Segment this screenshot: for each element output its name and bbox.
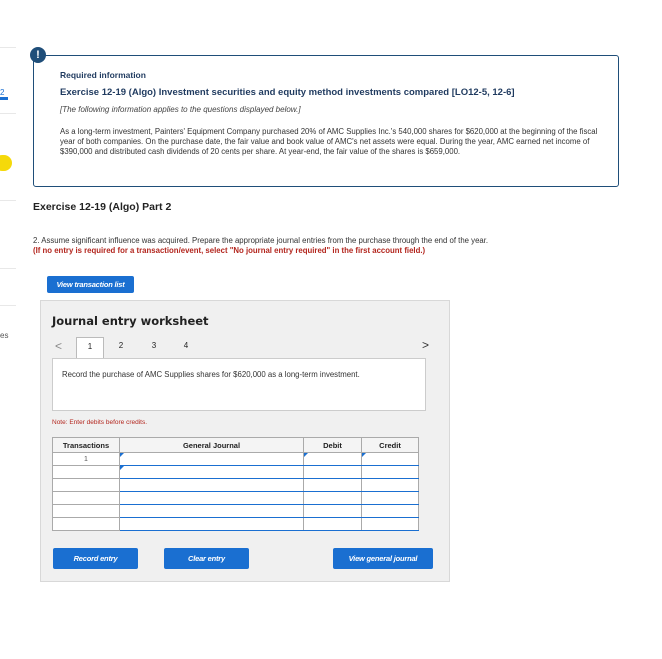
required-info-heading: Required information — [60, 70, 146, 80]
table-row — [53, 466, 419, 479]
transaction-number — [53, 492, 120, 505]
column-header-general-journal: General Journal — [120, 438, 304, 453]
page-tab-4[interactable]: 4 — [183, 341, 189, 350]
sidebar-divider — [0, 113, 16, 114]
debit-field[interactable] — [304, 479, 362, 492]
sidebar-badge — [0, 155, 12, 171]
applies-note: [The following information applies to the questions displayed below.] — [60, 105, 301, 114]
sidebar-divider — [0, 268, 16, 269]
credit-field[interactable] — [362, 492, 419, 505]
column-header-transactions: Transactions — [53, 438, 120, 453]
account-field[interactable] — [120, 492, 304, 505]
column-header-debit: Debit — [304, 438, 362, 453]
table-row — [53, 518, 419, 531]
debit-field[interactable] — [304, 492, 362, 505]
debit-field[interactable] — [304, 518, 362, 531]
journal-entry-table — [52, 437, 419, 531]
credit-field[interactable] — [362, 505, 419, 518]
account-field[interactable] — [120, 505, 304, 518]
table-row — [53, 505, 419, 518]
transaction-number — [53, 505, 120, 518]
credit-field[interactable] — [362, 479, 419, 492]
debit-field[interactable] — [304, 505, 362, 518]
credit-field[interactable] — [362, 453, 419, 466]
exclamation-icon: ! — [30, 47, 46, 63]
chevron-right-icon[interactable]: > — [422, 338, 430, 352]
sidebar-active-indicator — [0, 97, 8, 100]
sidebar-item-fragment[interactable]: es — [0, 331, 9, 340]
dropdown-marker-icon — [120, 453, 124, 457]
debits-before-credits-note: Note: Enter debits before credits. — [52, 419, 148, 426]
account-field[interactable] — [120, 479, 304, 492]
requirement-text: (If no entry is required for a transaction/event, select "No journal entry required" in the first account field.) — [33, 246, 426, 255]
question-text: 2. Assume significant influence was acquired. Prepare the appropriate journal entries from the purchase through the end of the year. — [33, 236, 489, 245]
transaction-number — [53, 479, 120, 492]
table-row — [53, 479, 419, 492]
account-field[interactable] — [120, 453, 304, 466]
dropdown-marker-icon — [120, 466, 124, 470]
view-transaction-list-button[interactable]: View transaction list — [47, 276, 134, 293]
exercise-title: Exercise 12-19 (Algo) Investment securities and equity method investments compared [LO12-5, 12-6] — [60, 87, 515, 98]
credit-field[interactable] — [362, 518, 419, 531]
sidebar-divider — [0, 47, 16, 48]
page-tab-1[interactable]: 1 — [76, 337, 104, 359]
page-tab-3[interactable]: 3 — [151, 341, 157, 350]
transaction-number — [53, 466, 120, 479]
transaction-number: 1 — [53, 453, 120, 466]
account-field[interactable] — [120, 518, 304, 531]
account-field[interactable] — [120, 466, 304, 479]
table-row — [53, 492, 419, 505]
column-header-credit: Credit — [362, 438, 419, 453]
debit-field[interactable] — [304, 466, 362, 479]
page-tab-2[interactable]: 2 — [118, 341, 124, 350]
transaction-number — [53, 518, 120, 531]
worksheet-title: Journal entry worksheet — [52, 314, 209, 328]
view-general-journal-button[interactable]: View general journal — [333, 548, 433, 569]
transaction-description: Record the purchase of AMC Supplies shares for $620,000 as a long-term investment. — [62, 370, 360, 379]
input-marker-icon — [362, 453, 366, 457]
part-title: Exercise 12-19 (Algo) Part 2 — [33, 201, 172, 213]
credit-field[interactable] — [362, 466, 419, 479]
record-entry-button[interactable]: Record entry — [53, 548, 138, 569]
problem-statement: As a long-term investment, Painters' Equipment Company purchased 20% of AMC Supplies Inc.'s 540,000 shares for $620,000 at the beginning of the fiscal year of both companies. On the purchase date, the fair value and book value of AMC's net assets were equal. During the year, AMC earned net income of $390,000 and distributed cash dividends of 20 cents per share. At year-end, the fair value of the shares is $659,000. — [60, 127, 598, 156]
clear-entry-button[interactable]: Clear entry — [164, 548, 249, 569]
sidebar-divider — [0, 200, 16, 201]
transaction-description-box — [52, 358, 426, 411]
sidebar-item-fragment[interactable]: 2 — [0, 88, 5, 97]
table-row — [53, 453, 419, 466]
debit-field[interactable] — [304, 453, 362, 466]
input-marker-icon — [304, 453, 308, 457]
sidebar-divider — [0, 305, 16, 306]
chevron-left-icon[interactable]: < — [55, 339, 63, 353]
